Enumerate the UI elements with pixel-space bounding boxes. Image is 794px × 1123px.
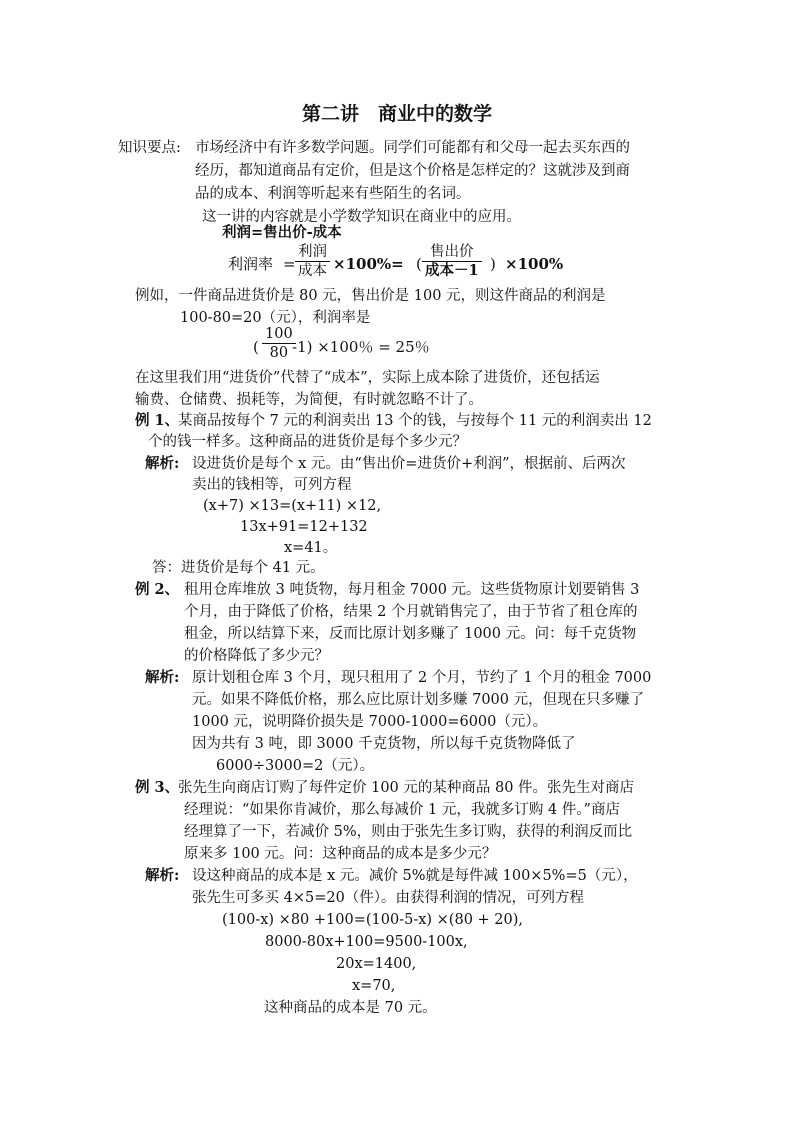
left-paren: ( — [416, 255, 422, 273]
note-line-1: 在这里我们用“进货价”代替了“成本”，实际上成本除了进货价，还包括运 — [135, 370, 600, 386]
example-1-question-1: 某商品按每个 7 元的利润卖出 13 个的钱，与按每个 11 元的利润卖出 12 — [178, 413, 652, 429]
answer: 这种商品的成本是 70 元。 — [264, 1000, 437, 1016]
solution-line-2: 元。如果不降低价格，那么应比原计划多赚 7000 元，但现在只多赚了 — [192, 692, 645, 708]
left-paren: ( — [253, 338, 259, 356]
fraction-profit-cost — [295, 243, 330, 280]
equation-4: x=70, — [352, 978, 396, 994]
note-line-2: 输费、仓储费、损耗等，为简便，有时就忽略不计了。 — [135, 392, 483, 408]
fraction-numerator: 利润 — [298, 244, 327, 260]
equation-3: 20x=1400, — [336, 956, 417, 972]
intro-line-4: 这一讲的内容就是小学数学知识在商业中的应用。 — [202, 209, 521, 225]
equation-2: 13x+91=12+132 — [240, 519, 368, 535]
solution-line-1: 原计划租仓库 3 个月，现只租用了 2 个月，节约了 1 个月的租金 7000 — [192, 670, 652, 686]
profit-formula: 利润=售出价-成本 — [222, 224, 342, 241]
example-2-label: 例 2、 — [135, 581, 180, 598]
solution-line-2: 张先生可多买 4×5=20（件）。由获得利润的情况，可列方程 — [192, 890, 585, 906]
solution-line-1: 设进货价是每个 x 元。由“售出价=进货价+利润”，根据前、后两次 — [192, 456, 626, 472]
example-3-question-3: 经理算了一下，若减价 5%，则由于张先生多订购，获得的利润反而比 — [184, 824, 633, 840]
fraction-numerator: 售出价 — [430, 244, 474, 260]
equation-1: (x+7) ×13=(x+11) ×12, — [203, 498, 382, 514]
example-2-question-4: 的价格降低了多少元？ — [184, 648, 329, 664]
intro-line-2: 经历，都知道商品有定价，但是这个价格是怎样定的？这就涉及到商 — [195, 163, 630, 179]
example-1-label: 例 1、 — [135, 412, 180, 429]
solution-line-1: 设这种商品的成本是 x 元。减价 5%就是每件减 100×5%=5（元）， — [192, 868, 638, 884]
solution-line-5: 6000÷3000=2（元）。 — [216, 758, 375, 774]
fraction-price-cost — [422, 243, 482, 280]
example-line-1: 例如，一件商品进货价是 80 元，售出价是 100 元，则这件商品的利润是 — [135, 288, 606, 304]
fraction-100-80 — [262, 325, 296, 362]
example-line-2: 100-80=20（元），利润率是 — [180, 310, 371, 326]
equation-1: (100-x) ×80 +100=(100-5-x) ×(80 + 20), — [222, 912, 524, 928]
fraction-denominator: 成本－1 — [425, 262, 479, 279]
solution-line-4: 因为共有 3 吨，即 3000 千克货物，所以每千克货物降低了 — [192, 736, 576, 752]
example-rate-rest: -1) ×100％ = 25％ — [292, 338, 430, 356]
intro-line-1: 市场经济中有许多数学问题。同学们可能都有和父母一起去买东西的 — [195, 140, 630, 156]
fraction-denominator: 成本 — [298, 263, 327, 279]
example-3-question-2: 经理说：“如果你肯减价，那么每减价 1 元，我就多订购 4 件。”商店 — [184, 802, 620, 818]
answer: 答：进货价是每个 41 元。 — [152, 560, 325, 576]
intro-line-3: 品的成本、利润等听起来有些陌生的名词。 — [195, 186, 471, 202]
solution-label: 解析: — [145, 867, 180, 884]
fraction-denominator: 80 — [269, 345, 289, 361]
example-3-label: 例 3、 — [135, 779, 180, 796]
equals-sign: = — [283, 255, 296, 273]
fraction-numerator: 100 — [265, 326, 293, 342]
intro-label: 知识要点: — [118, 140, 181, 156]
example-2-question-3: 租金，所以结算下来，反而比原计划多赚了 1000 元。问：每千克货物 — [184, 626, 637, 642]
times-100-percent: ×100%= — [333, 255, 404, 273]
equation-3: x=41。 — [284, 540, 338, 556]
times-100-percent: ×100% — [505, 255, 564, 273]
example-3-question-1: 张先生向商店订购了每件定价 100 元的某种商品 80 件。张先生对商店 — [178, 780, 635, 796]
solution-label: 解析: — [145, 669, 180, 686]
solution-label: 解析: — [145, 455, 180, 472]
example-2-question-1: 租用仓库堆放 3 吨货物，每月租金 7000 元。这些货物原计划要销售 3 — [184, 582, 640, 598]
equation-2: 8000-80x+100=9500-100x, — [265, 934, 468, 950]
page-title: 第二讲 商业中的数学 — [301, 103, 492, 125]
solution-line-3: 1000 元，说明降价损失是 7000-1000=6000（元）。 — [192, 714, 548, 730]
example-1-question-2: 个的钱一样多。这种商品的进货价是每个多少元？ — [148, 434, 467, 450]
example-2-question-2: 个月，由于降低了价格，结果 2 个月就销售完了，由于节省了租仓库的 — [184, 604, 638, 620]
right-paren: ) — [490, 255, 496, 273]
solution-line-2: 卖出的钱相等，可列方程 — [192, 477, 352, 493]
example-3-question-4: 原来多 100 元。问：这种商品的成本是多少元？ — [184, 846, 497, 862]
rate-label: 利润率 — [228, 255, 274, 273]
